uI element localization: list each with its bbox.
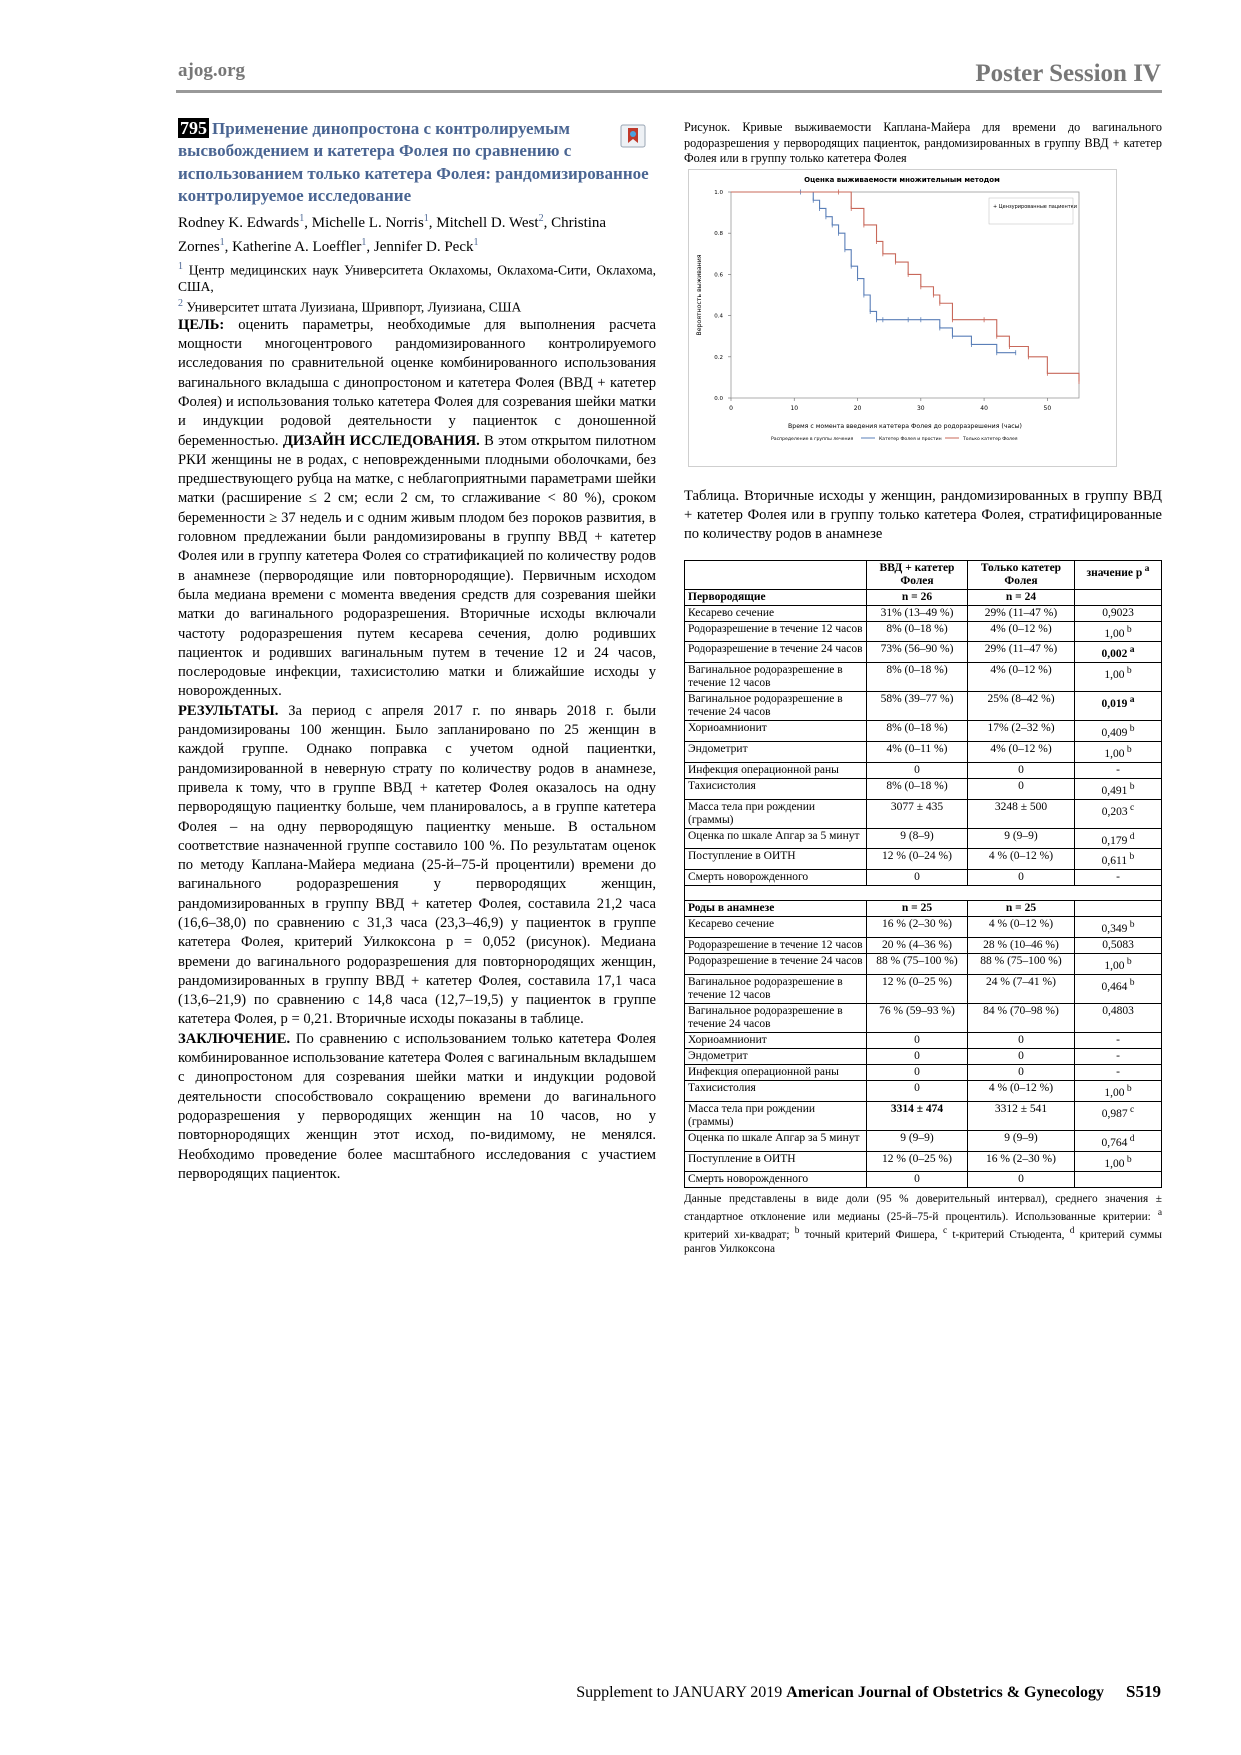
table-body	[685, 589, 1162, 1188]
footnote-text: критерий хи-квадрат;	[684, 1228, 795, 1241]
group2-value: 0	[968, 1048, 1075, 1064]
results-label: РЕЗУЛЬТАТЫ.	[178, 702, 279, 719]
p-value-text: 1,00	[1104, 959, 1125, 972]
outcome-label: Хориоамнионит	[685, 1032, 867, 1048]
p-value-text: 1,00	[1104, 668, 1125, 681]
p-value	[1075, 974, 1162, 1003]
p-value-footnote-mark: b	[1124, 665, 1132, 677]
group2-value: 4% (0–12 %)	[968, 663, 1075, 692]
author-list: Rodney K. Edwards$^1$, Michelle L. Norris$^1$, Mitchell D. West$^2$, Christina Zornes$^1$, Katherine A. Loeffler$^1$, Jennifer D. Peck$^1$	[178, 213, 607, 256]
p-value	[1075, 799, 1162, 828]
outcome-label: Инфекция операционной раны	[685, 1064, 867, 1080]
p-value-text: 1,00	[1104, 1157, 1125, 1170]
footer-supplement: Supplement to JANUARY 2019	[576, 1684, 783, 1701]
outcome-label: Родоразрешение в течение 24 часов	[685, 642, 867, 663]
p-value: 0,4803	[1075, 1003, 1162, 1032]
affiliation-mark: 2	[178, 298, 183, 310]
author-affiliation-mark: 2	[538, 213, 544, 225]
group1-value: 76 % (59–93 %)	[867, 1003, 968, 1032]
objective-paragraph	[178, 316, 656, 702]
p-value-footnote-mark: a	[1127, 644, 1135, 656]
p-value: -	[1075, 1048, 1162, 1064]
outcome-label: Оценка по шкале Апгар за 5 минут	[685, 1130, 867, 1151]
section-n2: n = 25	[968, 901, 1075, 917]
outcome-label: Эндометрит	[685, 1048, 867, 1064]
table-row	[685, 799, 1162, 828]
p-value-footnote-mark: b	[1124, 1153, 1132, 1165]
footnote-text: точный критерий Фишера,	[799, 1228, 943, 1241]
affiliation	[178, 295, 656, 316]
group2-value: 9 (9–9)	[968, 828, 1075, 849]
group2-value: 29% (11–47 %)	[968, 605, 1075, 621]
table-row	[685, 974, 1162, 1003]
legend-entry: Катетер Фолея и простин	[879, 436, 942, 442]
legend-entry: Только катетер Фолея	[963, 436, 1018, 442]
y-tick-label: 1.0	[714, 189, 723, 196]
outcomes-table	[684, 560, 1162, 1189]
p-value	[1075, 1172, 1162, 1188]
group2-value: 4% (0–12 %)	[968, 741, 1075, 762]
table-row	[685, 828, 1162, 849]
group1-value: 0	[867, 1048, 968, 1064]
footnote-mark: a	[1157, 1208, 1162, 1219]
group2-value: 0	[968, 1172, 1075, 1188]
group2-value: 84 % (70–98 %)	[968, 1003, 1075, 1032]
section-blank	[1075, 901, 1162, 917]
section-label: Первородящие	[685, 589, 867, 605]
group1-value: 0	[867, 1064, 968, 1080]
outcome-label: Инфекция операционной раны	[685, 762, 867, 778]
group2-value: 0	[968, 762, 1075, 778]
outcome-label: Поступление в ОИТН	[685, 849, 867, 870]
group1-value: 12 % (0–24 %)	[867, 849, 968, 870]
table-row	[685, 849, 1162, 870]
outcome-label: Тахисистолия	[685, 1080, 867, 1101]
group1-value: 0	[867, 870, 968, 886]
group1-value: 88 % (75–100 %)	[867, 954, 968, 975]
page-number: S519	[1126, 1682, 1161, 1701]
section-gap-row	[685, 886, 1162, 901]
table-row	[685, 1080, 1162, 1101]
footnote-mark: d	[1069, 1226, 1075, 1237]
group1-value: 0	[867, 1032, 968, 1048]
table-row	[685, 663, 1162, 692]
group2-value: 0	[968, 870, 1075, 886]
outcome-label: Вагинальное родоразрешение в течение 24 часов	[685, 692, 867, 721]
x-tick-label: 10	[790, 404, 799, 412]
header-rule	[176, 90, 1162, 93]
p-value-text: 0,764	[1101, 1136, 1128, 1149]
group1-value: 8% (0–18 %)	[867, 621, 968, 642]
table-row	[685, 1003, 1162, 1032]
author-name: Katherine A. Loeffler	[232, 239, 362, 256]
outcome-label: Вагинальное родоразрешение в течение 12 часов	[685, 974, 867, 1003]
page-footer	[576, 1682, 1161, 1702]
header-pvalue	[1075, 560, 1162, 589]
conclusion-paragraph	[178, 1030, 656, 1184]
p-value: 0,5083	[1075, 938, 1162, 954]
p-value: -	[1075, 1064, 1162, 1080]
pvalue-header-footnote-mark: a	[1142, 562, 1150, 574]
outcome-label: Хориоамнионит	[685, 721, 867, 742]
table-row	[685, 1151, 1162, 1172]
table-row	[685, 954, 1162, 975]
x-axis-label: Время с момента введения катетера Фолея до родоразрешения (часы)	[788, 422, 1022, 430]
p-value	[1075, 741, 1162, 762]
group2-value: 9 (9–9)	[968, 1130, 1075, 1151]
p-value: -	[1075, 762, 1162, 778]
objective-label: ЦЕЛЬ:	[178, 316, 225, 333]
p-value-text: 1,00	[1104, 627, 1125, 640]
p-value	[1075, 663, 1162, 692]
p-value	[1075, 917, 1162, 938]
section-row	[685, 901, 1162, 917]
p-value-text: 0,409	[1101, 726, 1128, 739]
p-value-text: 0,491	[1101, 784, 1128, 797]
table-footnote	[684, 1192, 1162, 1256]
p-value-text: 1,00	[1104, 747, 1125, 760]
table-row	[685, 1172, 1162, 1188]
x-tick-label: 30	[916, 404, 925, 412]
group2-value: 0	[968, 778, 1075, 799]
group2-value: 25% (8–42 %)	[968, 692, 1075, 721]
p-value: -	[1075, 1032, 1162, 1048]
group2-value: 4 % (0–12 %)	[968, 849, 1075, 870]
footnote-text: t-критерий Стьюдента,	[947, 1228, 1070, 1241]
affiliation-text: Центр медицинских наук Университета Оклахомы, Оклахома-Сити, Оклахома, США,	[178, 262, 656, 295]
author-affiliation-mark: 1	[219, 237, 225, 249]
table-row	[685, 1130, 1162, 1151]
table-row	[685, 778, 1162, 799]
group1-value: 12 % (0–25 %)	[867, 1151, 968, 1172]
affiliations	[178, 258, 656, 316]
p-value	[1075, 778, 1162, 799]
outcome-label: Родоразрешение в течение 12 часов	[685, 621, 867, 642]
section-label: Роды в анамнезе	[685, 901, 867, 917]
y-tick-label: 0.8	[714, 230, 723, 237]
p-value	[1075, 1080, 1162, 1101]
group1-value: 58% (39–77 %)	[867, 692, 968, 721]
p-value	[1075, 1130, 1162, 1151]
author-name: Christina Zornes	[178, 215, 607, 256]
group1-value: 9 (9–9)	[867, 1130, 968, 1151]
title-row	[178, 118, 656, 207]
affiliation-mark: 1	[178, 260, 183, 272]
outcome-label: Кесарево сечение	[685, 605, 867, 621]
conclusion-label: ЗАКЛЮЧЕНИЕ.	[178, 1030, 291, 1047]
bookmark-icon[interactable]	[620, 124, 646, 148]
p-value-text: 0,019	[1101, 697, 1128, 710]
group1-value: 4% (0–11 %)	[867, 741, 968, 762]
group2-value: 3312 ± 541	[968, 1101, 1075, 1130]
objective-text: оценить параметры, необходимые для выполнения расчета мощности многоцентрового рандомизированного контролируемого исследования по сравнительной оценке комбинированного использования вагинального вкладыша с динопростоном и катетера Фолея (ВВД + катетер Фолея) и использования только катетера Фолея для созревания шейки матки и индукции родовой деятельности у пациенток с доношенной беременностью.	[178, 316, 656, 449]
pvalue-header-text: значение p	[1086, 566, 1143, 579]
group2-value: 3248 ± 500	[968, 799, 1075, 828]
results-paragraph	[178, 702, 656, 1030]
p-value-text: 0,987	[1101, 1107, 1128, 1120]
table-row	[685, 1101, 1162, 1130]
group1-value: 8% (0–18 %)	[867, 663, 968, 692]
section-n2: n = 24	[968, 589, 1075, 605]
outcome-label: Родоразрешение в течение 12 часов	[685, 938, 867, 954]
outcome-label: Смерть новорожденного	[685, 1172, 867, 1188]
outcome-label: Вагинальное родоразрешение в течение 12 часов	[685, 663, 867, 692]
outcome-label: Родоразрешение в течение 24 часов	[685, 954, 867, 975]
y-tick-label: 0.4	[714, 313, 723, 320]
p-value-footnote-mark: b	[1124, 956, 1132, 968]
p-value-footnote-mark: c	[1127, 801, 1135, 813]
footnote-text: критерий суммы рангов Уилкоксона	[684, 1228, 1162, 1255]
footnote-mark: b	[794, 1226, 800, 1237]
figure-caption: Рисунок. Кривые выживаемости Каплана-Майера для времени до вагинального родоразрешения у первородящих пациенток, рандомизированных в группу ВВД + катетер Фолея или в группу только катетера Фолея	[684, 120, 1162, 165]
group2-value: 88 % (75–100 %)	[968, 954, 1075, 975]
group2-value: 17% (2–32 %)	[968, 721, 1075, 742]
table-row	[685, 642, 1162, 663]
header-blank	[685, 560, 867, 589]
censor-legend-label: + Цензурированные пациентки	[993, 203, 1077, 210]
outcome-label: Смерть новорожденного	[685, 870, 867, 886]
p-value	[1075, 828, 1162, 849]
author-name: Rodney K. Edwards	[178, 215, 300, 232]
p-value-footnote-mark: b	[1127, 723, 1135, 735]
abstract-title: Применение динопростона с контролируемым высвобождением и катетера Фолея по сравнению с использованием только катетера Фолея: рандомизированное контролируемое исследование	[178, 119, 649, 205]
p-value	[1075, 721, 1162, 742]
group1-value: 12 % (0–25 %)	[867, 974, 968, 1003]
p-value	[1075, 642, 1162, 663]
survival-line-1	[731, 192, 1016, 353]
section-row	[685, 589, 1162, 605]
table-row	[685, 870, 1162, 886]
p-value: -	[1075, 870, 1162, 886]
group2-value: 29% (11–47 %)	[968, 642, 1075, 663]
p-value-footnote-mark: b	[1124, 1082, 1132, 1094]
p-value-footnote-mark: b	[1127, 976, 1135, 988]
results-text: За период с апреля 2017 г. по январь 2018 г. были рандомизированы 100 женщин. Было запланировано по 25 женщин в каждой группе. Однако поправка с учетом одной пациентки, рандомизированной в неверную страту по количеству родов в анамнезе, привела к тому, что в группе ВВД + катетер Фолея оказалось на одну первородящую пациентку больше, чем планировалось, а в группе катетера Фолея – на одну первородящую пациентку меньше. В остальном соответствие назначенной группе составило 100 %. По результатам оценок по методу Каплана-Майера медиана (25-й–75-й процентили) времени до вагинального родоразрешения у первородящих женщин, рандомизированных в группу ВВД + катетер Фолея, составила 21,2 часа (16,6–38,0) по сравнению с 31,3 часа (23,3–46,9) у пациенток в группе катетера Фолея, критерий Уилкоксона p = 0,052 (рисунок). Медиана времени до вагинального родоразрешения для повторнородящих женщин, рандомизированных в группу ВВД + катетер Фолея, составила 17,1 часа (13,6–21,9) по сравнению с 14,8 часа (12,7–19,5) у пациенток в группе катетера Фолея, p = 0,21. Вторичные исходы показаны в таблице.	[178, 702, 656, 1028]
outcome-label: Эндометрит	[685, 741, 867, 762]
group2-value: 4 % (0–12 %)	[968, 917, 1075, 938]
y-tick-label: 0.0	[714, 395, 723, 402]
x-tick-label: 0	[729, 404, 733, 412]
design-text: В этом открытом пилотном РКИ женщины не в родах, с неповрежденными плодными оболочками, без предшествующего рубца на матке, с неблагоприятными параметрами шейки матки (расширение ≤ 2 см; если 2 см, то сглаживание < 80 %), сроком беременности ≥ 37 недель и с одним живым плодом без пороков развития, в головном предлежании были рандомизированы в группу ВВД + катетер Фолея или в группу катетера Фолея со стратификацией по количеству родов в анамнезе (первородящие или повторнородящие). Первичным исходом была медиана времени с момента введения средств для созревания шейки матки до вагинального родоразрешения. Вторичные исходы включали частоту родоразрешения путем кесарева сечения, долю родивших пациенток и родивших вагинальным путем в течение 12 и 24 часов, послеродовые инфекции, тахисистолию матки и ближайшие исходы у новорожденных.	[178, 432, 657, 700]
section-n1: n = 25	[867, 901, 968, 917]
figure-table-column	[684, 120, 1162, 1256]
group2-value: 24 % (7–41 %)	[968, 974, 1075, 1003]
p-value-footnote-mark: b	[1124, 743, 1132, 755]
footnote-text: Данные представлены в виде доли (95 % доверительный интервал), среднего значения ± стандартное отклонение или медианы (25-й–75-й процентиль). Использованные критерии:	[684, 1193, 1162, 1224]
p-value	[1075, 692, 1162, 721]
p-value-text: 0,002	[1101, 648, 1128, 661]
group2-value: 16 % (2–30 %)	[968, 1151, 1075, 1172]
table-row	[685, 762, 1162, 778]
p-value: 0,9023	[1075, 605, 1162, 621]
x-tick-label: 50	[1043, 404, 1052, 412]
p-value-text: 1,00	[1104, 1086, 1125, 1099]
section-blank	[1075, 589, 1162, 605]
outcome-label: Оценка по шкале Апгар за 5 минут	[685, 828, 867, 849]
section-title: Poster Session IV	[975, 60, 1161, 87]
group1-value: 16 % (2–30 %)	[867, 917, 968, 938]
group1-value: 31% (13–49 %)	[867, 605, 968, 621]
outcome-label: Масса тела при рождении (граммы)	[685, 799, 867, 828]
header-group2: Только катетер Фолея	[968, 560, 1075, 589]
affiliation	[178, 258, 656, 296]
gap-cell	[685, 886, 1162, 901]
group1-value: 8% (0–18 %)	[867, 721, 968, 742]
table-row	[685, 721, 1162, 742]
p-value-text: 0,464	[1101, 980, 1128, 993]
p-value-footnote-mark: b	[1124, 623, 1132, 635]
p-value-footnote-mark: b	[1127, 919, 1135, 931]
p-value	[1075, 1101, 1162, 1130]
p-value-footnote-mark: d	[1127, 1132, 1135, 1144]
x-tick-label: 20	[853, 404, 862, 412]
group1-value: 0	[867, 1172, 968, 1188]
conclusion-text: По сравнению с использованием только катетера Фолея комбинированное использование катетера Фолея с вагинальным вкладышем с динопростоном для созревания шейки матки и индукции родовой деятельности способствовало сокращению времени до вагинального родоразрешения у первородящих женщин на 10 часов, но у повторнородящих женщин этот исход, по-видимому, не менялся. Необходимо проведение более масштабного исследования с участием первородящих пациенток.	[178, 1030, 656, 1182]
group1-value: 73% (56–90 %)	[867, 642, 968, 663]
group2-value: 4 % (0–12 %)	[968, 1080, 1075, 1101]
x-tick-label: 40	[980, 404, 988, 412]
p-value-footnote-mark: b	[1127, 851, 1135, 863]
group2-value: 0	[968, 1064, 1075, 1080]
p-value-footnote-mark: b	[1127, 780, 1135, 792]
author-affiliation-mark: 1	[361, 237, 367, 249]
p-value-footnote-mark: a	[1127, 694, 1135, 706]
group1-value: 3314 ± 474	[867, 1101, 968, 1130]
p-value-footnote-mark: c	[1127, 1103, 1135, 1115]
p-value-text: 0,203	[1101, 805, 1128, 818]
y-tick-label: 0.2	[714, 354, 723, 361]
km-figure	[688, 169, 1117, 467]
section-n1: n = 26	[867, 589, 968, 605]
p-value	[1075, 849, 1162, 870]
abstract-column	[178, 118, 656, 1184]
table-row	[685, 1048, 1162, 1064]
group2-value: 0	[968, 1032, 1075, 1048]
table-row	[685, 621, 1162, 642]
outcome-label: Масса тела при рождении (граммы)	[685, 1101, 867, 1130]
group1-value: 8% (0–18 %)	[867, 778, 968, 799]
table-row	[685, 692, 1162, 721]
p-value	[1075, 1151, 1162, 1172]
outcome-label: Вагинальное родоразрешение в течение 24 часов	[685, 1003, 867, 1032]
header-group1: ВВД + катетер Фолея	[867, 560, 968, 589]
group2-value: 28 % (10–46 %)	[968, 938, 1075, 954]
p-value	[1075, 954, 1162, 975]
table-row	[685, 938, 1162, 954]
p-value-text: 0,349	[1101, 923, 1128, 936]
author-affiliation-mark: 1	[423, 213, 429, 225]
group2-value: 4% (0–12 %)	[968, 621, 1075, 642]
outcome-label: Поступление в ОИТН	[685, 1151, 867, 1172]
p-value-text: 0,179	[1101, 834, 1128, 847]
abstract-number: 795	[180, 118, 207, 138]
table-header-row	[685, 560, 1162, 589]
legend-heading: Распределение в группы лечения	[771, 436, 854, 442]
group1-value: 20 % (4–36 %)	[867, 938, 968, 954]
y-tick-label: 0.6	[714, 271, 723, 278]
author-affiliation-mark: 1	[299, 213, 305, 225]
affiliation-text: Университет штата Луизиана, Шривпорт, Луизиана, США	[183, 299, 522, 315]
table-row	[685, 1064, 1162, 1080]
table-row	[685, 741, 1162, 762]
group1-value: 3077 ± 435	[867, 799, 968, 828]
group1-value: 9 (8–9)	[867, 828, 968, 849]
table-row	[685, 605, 1162, 621]
p-value	[1075, 621, 1162, 642]
censor-legend-box	[989, 198, 1073, 224]
design-label: ДИЗАЙН ИССЛЕДОВАНИЯ.	[282, 432, 480, 449]
group1-value: 0	[867, 1080, 968, 1101]
author-affiliation-mark: 1	[473, 237, 479, 249]
author-name: Michelle L. Norris	[311, 215, 424, 232]
footnote-mark: c	[942, 1226, 948, 1237]
km-chart	[689, 170, 1116, 466]
table-row	[685, 917, 1162, 938]
y-axis-label: Вероятность выживания	[696, 254, 703, 335]
group1-value: 0	[867, 762, 968, 778]
table-caption: Таблица. Вторичные исходы у женщин, рандомизированных в группу ВВД + катетер Фолея или в группу только катетера Фолея, стратифицированные по количеству родов в анамнезе	[684, 487, 1162, 542]
outcome-label: Кесарево сечение	[685, 917, 867, 938]
author-name: Jennifer D. Peck	[373, 239, 474, 256]
table-row	[685, 1032, 1162, 1048]
p-value-footnote-mark: d	[1127, 830, 1135, 842]
site-name: ajog.org	[178, 60, 246, 81]
author-name: Mitchell D. West	[436, 215, 539, 232]
chart-title: Оценка выживаемости множительным методом	[804, 175, 1000, 184]
outcome-label: Тахисистолия	[685, 778, 867, 799]
footer-journal: American Journal of Obstetrics & Gynecology	[786, 1684, 1105, 1701]
p-value-text: 0,611	[1101, 855, 1128, 868]
